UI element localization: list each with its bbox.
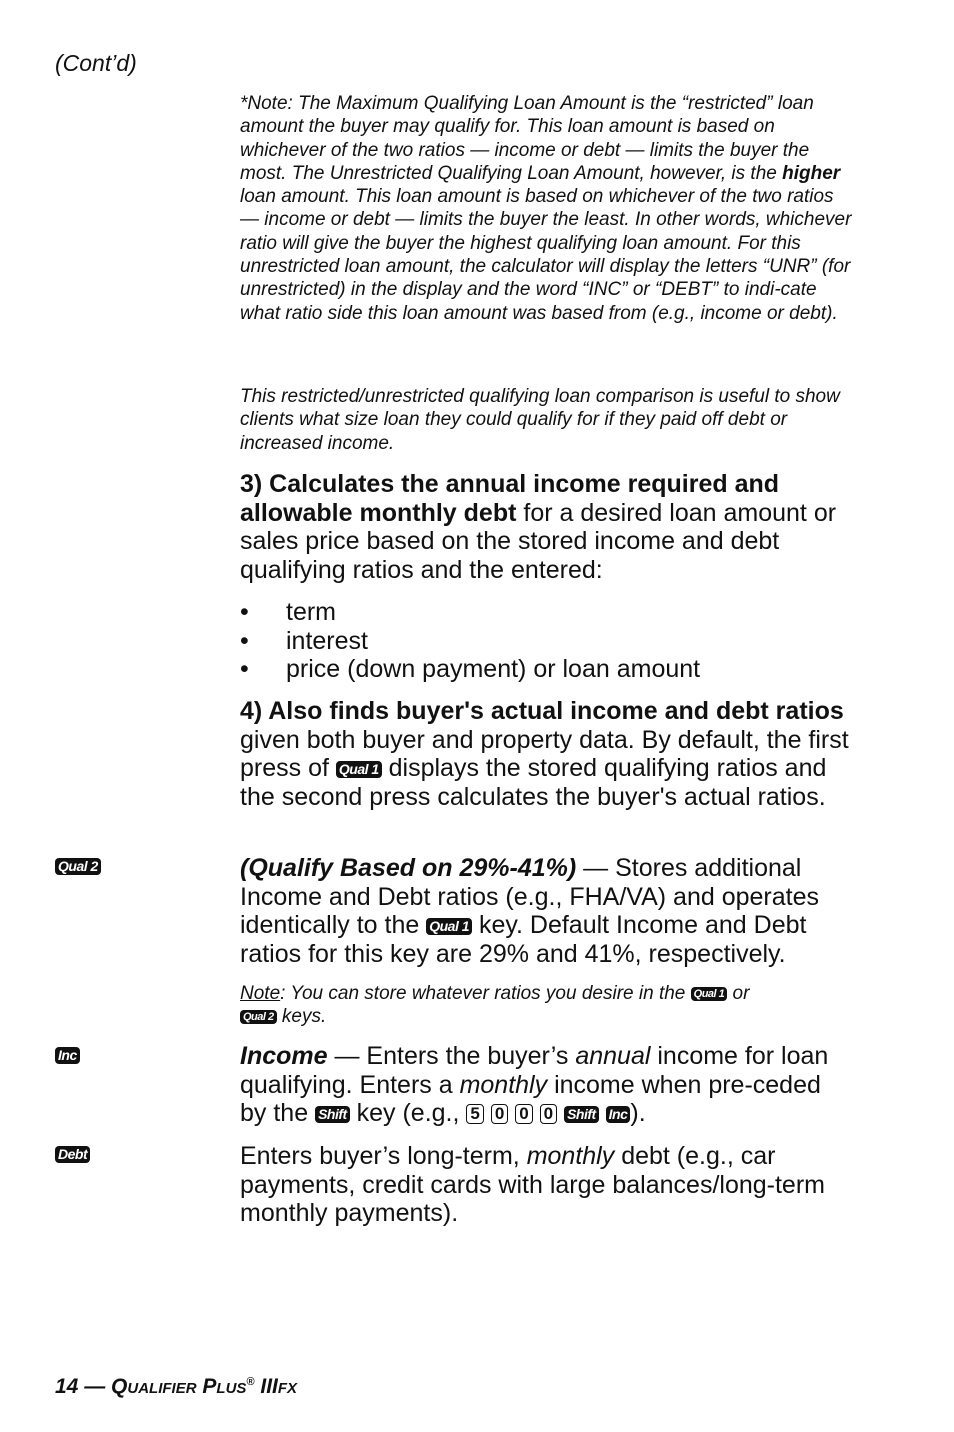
section-3 — [240, 470, 852, 585]
list-item: • term — [240, 598, 852, 627]
footer-title: FX — [277, 1380, 298, 1397]
list-item: • interest — [240, 627, 852, 656]
note-text: *Note: The Maximum Qualifying Loan Amount is the “restricted” loan amount the buyer may qualify for. This loan amount is based on whichever of the two ratios — income or debt — limits the buyer the most. The Unrestricted Qualifying Loan Amount, however, is the — [240, 93, 814, 184]
qual-note — [240, 982, 852, 1029]
section-4-text: given both buyer and property data. By default, the first press of — [240, 725, 849, 783]
debt-text: debt (e.g., car payments, credit cards with large balances/long-term monthly payments). — [240, 1142, 825, 1228]
continued-label: (Cont’d) — [55, 50, 137, 76]
note-text: keys. — [276, 1006, 327, 1028]
list-item: • price (down payment) or loan amount — [240, 655, 852, 684]
zero-key-icon: 0 — [491, 1104, 508, 1124]
footer-title: III — [260, 1375, 278, 1398]
note-text: : You can store whatever ratios you desire in the — [280, 983, 691, 1004]
income-text: income when pre-ceded by the — [240, 1070, 821, 1128]
qual2-text: key. Default Income and Debt ratios for this key are 29% and 41%, respectively. — [240, 911, 807, 969]
note-text: or — [727, 983, 750, 1004]
qual1-key-icon: Qual 1 — [336, 761, 382, 778]
inc-key-icon: Inc — [606, 1106, 631, 1123]
debt-text: Enters buyer’s long-term, — [240, 1142, 527, 1170]
note-restricted-loan — [240, 92, 852, 325]
qual2-key-icon: Qual 2 — [55, 858, 101, 875]
qual1-key-icon: Qual 1 — [691, 987, 728, 1001]
zero-key-icon: 0 — [540, 1104, 557, 1124]
qual2-title: (Qualify Based on 29%-41%) — [240, 854, 577, 882]
inc-key-icon: Inc — [55, 1047, 80, 1064]
debt-key-icon: Debt — [55, 1146, 90, 1163]
income-text: income for loan qualifying. Enters a — [240, 1042, 829, 1099]
income-emphasis: monthly — [459, 1070, 548, 1099]
section-4-heading: 4) Also finds buyer's actual income and debt ratios — [240, 697, 844, 725]
income-emphasis: annual — [575, 1042, 651, 1070]
note-text: loan amount. This loan amount is based on whichever of the two ratios — income or debt — limits the buyer the least. In other words, whichever ratio will give the buyer the highest qualifying loan amount. For this unrestricted loan amount, the calculator will display the letters “UNR” (for unrestricted) in the display and the word “INC” or “DEBT” to indi-cate what ratio side this loan amount was based from (e.g., income or debt). — [240, 186, 852, 324]
qual2-text: — Stores additional Income and Debt ratios (e.g., FHA/VA) and operates identically to the — [240, 854, 819, 940]
note-comparison: This restricted/unrestricted qualifying loan comparison is useful to show clients what size loan they could qualify for if they paid off debt or increased income. — [240, 386, 840, 454]
zero-key-icon: 0 — [515, 1104, 532, 1124]
income-text: key (e.g., — [349, 1099, 467, 1128]
note-emphasis: higher — [782, 162, 841, 184]
debt-description — [240, 1142, 852, 1228]
section-3-text: for a desired loan amount or sales price based on the stored income and debt qualifying ratios and the entered: — [240, 498, 837, 585]
shift-key-icon: Shift — [315, 1106, 350, 1123]
footer-title: UALIFIER — [127, 1380, 197, 1397]
debt-emphasis: monthly — [526, 1142, 615, 1170]
section-4 — [240, 697, 852, 812]
page-number: 14 — — [55, 1375, 106, 1398]
income-text: ). — [630, 1099, 646, 1128]
input-list — [240, 598, 852, 684]
section-3-heading: 3) Calculates the annual income required and allowable monthly debt — [240, 470, 780, 527]
qual2-description — [240, 854, 852, 969]
qual1-key-icon: Qual 1 — [426, 918, 472, 935]
shift-key-icon: Shift — [564, 1106, 599, 1123]
page-footer — [55, 1375, 297, 1399]
footer-title: Q — [111, 1375, 128, 1398]
income-title: Income — [240, 1042, 328, 1070]
footer-title: LUS — [216, 1380, 247, 1397]
footer-title: P — [202, 1375, 217, 1398]
section-4-text: displays the stored qualifying ratios and the second press calculates the buyer's actual ratios. — [240, 754, 827, 812]
income-text: — Enters the buyer’s — [327, 1042, 576, 1070]
five-key-icon: 5 — [466, 1104, 483, 1124]
registered-mark: ® — [246, 1376, 255, 1388]
qual2-key-icon: Qual 2 — [240, 1010, 277, 1024]
income-description — [240, 1042, 852, 1128]
note-label: Note — [240, 983, 281, 1004]
